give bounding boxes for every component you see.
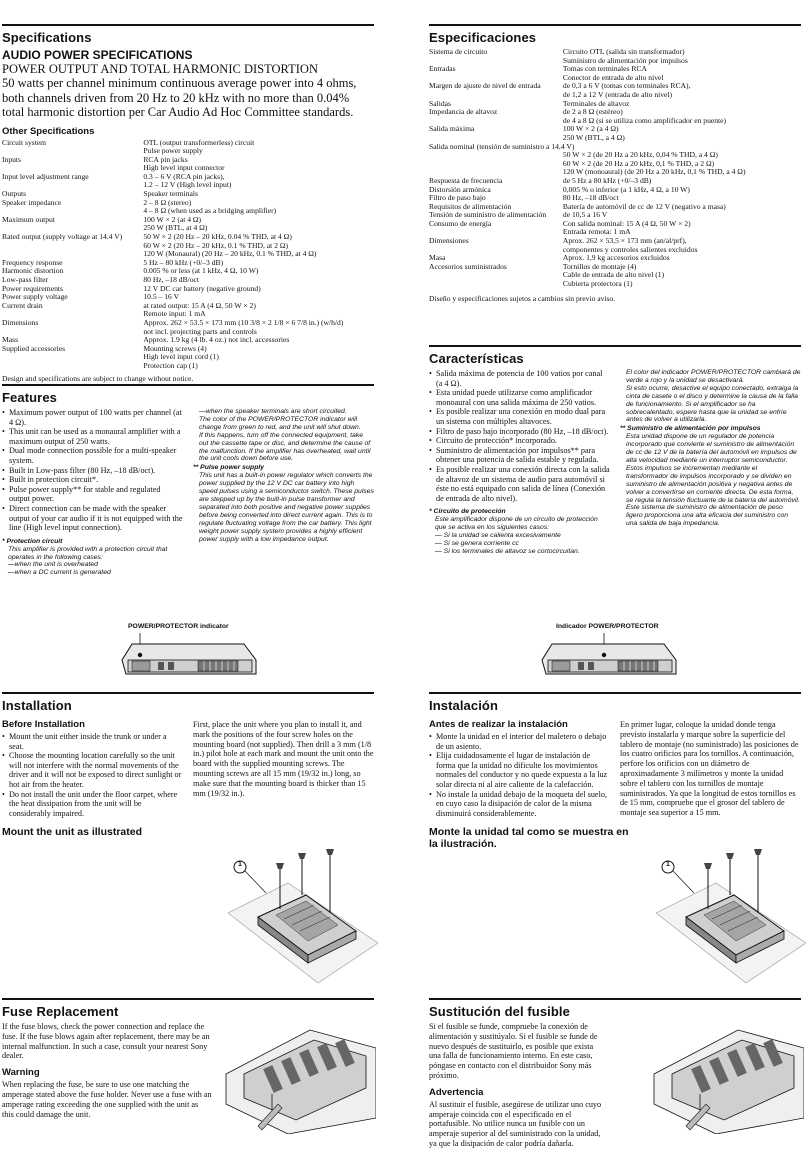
protection-case: — Si los terminales de altavoz se cortocircuitan. [435, 547, 580, 555]
mounting-figure-en [228, 843, 378, 988]
feature-item: • Es posible realizar una conexión en modo dual para un sistema con múltiples altavoces. [429, 407, 610, 426]
protection-case: — Si la unidad se calienta excesivamente [435, 532, 561, 540]
installation-list-es [429, 732, 610, 818]
protection-case: —when the speaker terminals are short circuited. [199, 408, 347, 415]
install-col-b [193, 716, 374, 818]
fuse-text-es [429, 1022, 607, 1149]
section-rule [429, 345, 801, 347]
spec-label: Sistema de circuito [429, 47, 488, 56]
protection-note-es [429, 508, 610, 555]
before-installation-heading: Before Installation [2, 719, 85, 730]
spec-value: Approx. 262 × 53.5 × 173 mm (10 3/8 × 2 1/8 × 6 7/8 in.) (w/h/d) [143, 317, 344, 327]
spec-value: Approx. 1.9 kg (4 lb. 4 oz.) not incl. accessories [143, 335, 290, 345]
specifications-heading: Specifications [2, 30, 92, 45]
section-rule [429, 24, 801, 26]
instalacion-heading: Instalación [429, 698, 499, 713]
spec-label: Speaker impedance [2, 197, 62, 207]
features-col-b-es [620, 369, 801, 556]
spec-value: 120 W (monoaural) (de 20 Hz a 20 kHz, 0,1 % THD, a 4 Ω) [562, 167, 746, 177]
feature-item: • Dual mode connection possible for a multi-speaker system. [2, 446, 183, 465]
pulse-power-note [193, 464, 374, 543]
spec-value: Mounting screws (4) [143, 343, 207, 353]
indicator-label-es: Indicador POWER/PROTECTOR [556, 623, 659, 630]
specifications-section-es [429, 24, 801, 307]
amplifier-front-figure-es [538, 630, 688, 682]
feature-item: • Salida máxima de potencia de 100 vatios por canal (a 4 Ω). [429, 369, 610, 388]
spec-label: Distorsión armónica [429, 184, 491, 194]
spec-value: Entrada remota: 1 mA [562, 227, 631, 237]
spec-table-en [2, 139, 374, 371]
callout-number: 1 [666, 861, 670, 868]
especificaciones-heading: Especificaciones [429, 30, 537, 45]
features-list [2, 408, 183, 533]
feature-item: • Built in protection circuit*. [2, 475, 183, 485]
spec-label: Mass [2, 335, 19, 345]
pulse-power-title: ** Suministro de alimentación por impulsos [620, 425, 761, 433]
spec-label: Circuit system [2, 137, 47, 147]
spec-value: 0,005 % o inferior (a 1 kHz, 4 Ω, a 10 W) [562, 184, 690, 194]
spec-value: 60 W × 2 (20 Hz – 20 kHz, 0.1 % THD, at 2 Ω) [143, 240, 289, 250]
warning-body: When replacing the fuse, be sure to use one matching the amperage stated above the fuse holder. Never use a fuse with an amperage rating exceeding the one supplied with the unit as this could damage the unit. [2, 1080, 212, 1119]
spec-value: Suministro de alimentación por impulsos [562, 55, 688, 65]
spec-label: Maximum output [2, 214, 55, 224]
spec-value: Con salida nominal: 15 A (4 Ω, 50 W × 2) [562, 218, 691, 228]
audio-power-body: 50 watts per channel minimum continuous average power into 4 ohms, both channels driven from 20 Hz to 20 kHz with no more than 0.04% total harmonic distortion per Car Audio Ad Hoc Committee standards. [2, 76, 357, 119]
spec-label: Requisitos de alimentación [429, 201, 512, 211]
feature-item: • This unit can be used as a monaural amplifier with a maximum output of 250 watts. [2, 427, 183, 446]
spec-value: 12 V DC car battery (negative ground) [143, 283, 261, 293]
install-col-a-es [429, 716, 610, 818]
spec-label: Accesorios suministrados [429, 261, 507, 271]
install-col-b-es [620, 716, 801, 818]
spec-value: 50 W × 2 (20 Hz – 20 kHz, 0.04 % THD, at 4 Ω) [143, 232, 292, 242]
specifications-section-en [2, 24, 374, 387]
mounting-figure-es [656, 843, 806, 988]
protection-case: — Si se genera corriente cc [435, 539, 519, 547]
fuse-figure-es [646, 1022, 804, 1134]
spec-value: 5 Hz – 80 kHz (+0/–3 dB) [143, 257, 224, 267]
spec-value: RCA pin jacks [143, 154, 188, 164]
spec-label: Outputs [2, 189, 27, 199]
amplifier-front-figure-en [118, 630, 268, 682]
feature-item: • Built in Low-pass filter (80 Hz, –18 dB/oct). [2, 466, 183, 476]
indicator-label-en: POWER/PROTECTOR indicator [128, 623, 229, 630]
spec-value: de 4 a 8 Ω (si se utiliza como amplificador en puente) [562, 115, 727, 125]
install-item: • Monte la unidad en el interior del maletero o debajo de un asiento. [429, 732, 610, 751]
spec-label: Salida máxima [429, 124, 475, 134]
specs-change-note: Design and specifications are subject to change without notice. [2, 373, 194, 383]
warning-body-es: Al sustituir el fusible, asegúrese de utilizar uno cuyo amperaje coincida con el especificado en el portafusible. No utilice nunca un fusible con un amperaje superior al del suministrado con la unidad, ya que la disipación de calor podría dañarla. [429, 1099, 602, 1148]
pulse-power-body: This unit has a built-in power regulator which converts the power supplied by the 12 V DC car battery into high speed pulses using a semiconductor switch. These pulses are stepped up by the built-in pulse transformer and separated into both positive and negative power supplies before being converted into direct current again. This is to regulate fluctuating voltage from the car battery. This light weight power supply system provides a highly efficient power supply with a low impedance output. [199, 472, 374, 543]
features-section-es [429, 345, 801, 556]
features-heading: Features [2, 390, 57, 405]
section-rule [2, 24, 374, 26]
before-installation-heading-es: Antes de realizar la instalación [429, 719, 568, 730]
spec-label: Filtro de paso bajo [429, 193, 486, 203]
feature-item: • Esta unidad puede utilizarse como amplificador monoaural con una salida máxima de 250 vatios. [429, 388, 610, 407]
feature-item: • Suministro de alimentación por impulsos** para obtener una potencia de salida estable y regulada. [429, 446, 610, 465]
spec-value: Pulse power supply [143, 146, 203, 156]
spec-label [429, 160, 563, 169]
installation-heading: Installation [2, 698, 72, 713]
features-list-es [429, 369, 610, 503]
spec-label: Respuesta de frecuencia [429, 175, 503, 185]
spec-label: Supplied accessories [2, 343, 66, 353]
spec-label: Impedancia de altavoz [429, 107, 498, 117]
spec-value: 0.005 % or less (at 1 kHz, 4 Ω, 10 W) [143, 266, 259, 276]
spec-label: Current drain [2, 300, 43, 310]
spec-value: 80 Hz, –18 dB/oct [143, 275, 200, 284]
install-item: • Do not install the unit under the floor carpet, where the heat dissipation from the unit will be considerably impaired. [2, 790, 183, 819]
spec-label: Frequency response [2, 257, 63, 267]
features-section-en [2, 384, 374, 577]
spec-label [429, 280, 563, 289]
spec-value: Cable de entrada de alto nivel (1) [562, 270, 665, 280]
feature-item: • Direct connection can be made with the speaker output of your car audio if it is not equipped with the line (High level input connection). [2, 504, 183, 533]
features-col-a-es [429, 369, 610, 556]
installation-section-es [429, 692, 801, 850]
mount-caption: Mount the unit as illustrated [2, 826, 143, 839]
mount-caption-es: Monte la unidad tal como se muestra en la ilustración. [429, 826, 629, 851]
section-rule [2, 692, 374, 694]
spec-value: 4 – 8 Ω (when used as a bridging amplifier) [143, 206, 277, 216]
install-item: • Elija cuidadosamente el lugar de instalación de forma que la unidad no dificulte los movimientos normales del conductor y no quede expuesta a la luz solar directa ni al aire caliente de la calefacción. [429, 751, 610, 789]
protection-case: —when the unit is overheated [8, 561, 98, 569]
spec-value: de 1,2 a 12 V (entrada de alto nivel) [562, 89, 673, 99]
spec-value: not incl. projecting parts and controls [143, 326, 257, 336]
protection-case: —when a DC current is generated [8, 569, 111, 577]
feature-item: • Maximum power output of 100 watts per channel (at 4 Ω). [2, 408, 183, 427]
spec-value: de 10,5 a 16 V [562, 210, 608, 220]
callout-number: 1 [238, 861, 242, 868]
spec-value: Cubierta protectora (1) [562, 279, 633, 289]
spec-label: Dimensions [2, 317, 39, 327]
spec-value: at rated output: 15 A (4 Ω, 50 W × 2) [143, 300, 256, 310]
spec-value: 120 W (Monaural) (20 Hz – 20 kHz, 0.1 % THD, at 4 Ω) [143, 249, 317, 259]
spec-value: High level input connector [143, 163, 225, 173]
spec-label [429, 246, 563, 255]
pulse-power-title: ** Pulse power supply [193, 464, 265, 472]
install-item: • No instale la unidad debajo de la moqueta del suelo, en cuyo caso la disipación de calor de la misma disminuirá considerablemente. [429, 790, 610, 819]
spec-label: Entradas [429, 64, 456, 74]
installation-paragraph-es: En primer lugar, coloque la unidad donde tenga previsto instalarla y marque sobre la superficie del tablero de montaje (no suministrado) las posiciones de los cuatro orificios para los tornillos. A continuación, perfore los orificios con un diámetro de aproximadamente 3 milímetros y monte la unidad sobre el tablero con los tornillos de montaje suministrados. Ya que la longitud de estos tornillos es de 15 mm, compruebe que el grosor del tablero de montaje sea superior a 15 mm. [620, 720, 799, 818]
spec-label [2, 328, 143, 337]
spec-value: 10.5 – 16 V [143, 292, 180, 302]
section-rule [429, 692, 801, 694]
fuse-heading: Fuse Replacement [2, 1004, 119, 1019]
spec-value: Circuito OTL (salida sin transformador) [562, 47, 685, 56]
spec-label: Rated output (supply voltage at 14.4 V) [2, 232, 123, 242]
protection-note-continued-es [620, 369, 801, 424]
section-rule [429, 998, 801, 1000]
fuse-body-es: Si el fusible se funde, compruebe la conexión de alimentación y sustitúyalo. Si el fusible se funde de nuevo después de sustituirlo, es posible que exista una falla de funcionamiento interno. En este caso, póngase en contacto con el distribuidor Sony más próximo. [429, 1022, 598, 1080]
spec-label: Masa [429, 253, 446, 263]
spec-value: High level input cord (1) [143, 352, 219, 362]
spec-value: Speaker terminals [143, 189, 198, 199]
pulse-power-body: Esta unidad dispone de un regulador de potencia incorporado que convierte el suministro de alimentación de cc de 12 V de la batería del automóvil en impulsos de alta velocidad mediante un interruptor semiconductor. Estos impulsos se incrementan mediante el transformador de impulsos incorporado y se dividen en suministro de alimentación positiva y negativa antes de volver a convertirse en corriente directa. De esta forma, se regula la tensión fluctuante de la batería del automóvil. Este sistema de suministro de alimentación de peso ligero proporciona una alta eficacia del suministro con una salida de baja impedancia. [626, 433, 800, 528]
spec-value: 250 W (BTL, a 4 Ω) [562, 132, 625, 142]
spec-value: 60 W × 2 (de 20 Hz a 20 kHz, 0,1 % THD, a 2 Ω) [562, 158, 715, 168]
feature-item: • Pulse power supply** for stable and regulated output power. [2, 485, 183, 504]
spec-value: Aprox. 262 × 53,5 × 173 mm (an/al/prf), [562, 236, 687, 246]
spec-label: Inputs [2, 154, 21, 164]
installation-list [2, 732, 183, 818]
spec-value: Batería de automóvil de cc de 12 V (negativo a masa) [562, 201, 726, 211]
installation-section-en [2, 692, 374, 838]
spec-label: Harmonic distortion [2, 266, 64, 276]
protection-text: If this happens, turn off the connected equipment, take out the cassette tape or disc, and determine the cause of the malfunction. If the amplifier has overheated, wait until the unit cools down before use. [199, 431, 371, 463]
spec-label: Low-pass filter [2, 275, 49, 284]
caracteristicas-heading: Características [429, 351, 524, 366]
spec-label [2, 242, 143, 251]
spec-row [2, 362, 374, 371]
section-rule [2, 384, 374, 386]
fuse-text-en [2, 1022, 212, 1119]
spec-label [429, 271, 563, 280]
spec-value: 2 – 8 Ω (stereo) [143, 197, 192, 207]
spec-label [2, 147, 143, 156]
spec-value: 100 W × 2 (at 4 Ω) [143, 214, 202, 224]
spec-value: Tomas con terminales RCA [562, 64, 647, 74]
spec-label: Salida nominal (tensión de suministro a 14,4 V) [429, 141, 575, 151]
protection-text: The color of the POWER/PROTECTOR indicator will change from green to red, and the unit will shut down. [199, 415, 361, 431]
install-col-a [2, 716, 183, 818]
spec-value: Tornillos de montaje (4) [562, 261, 637, 271]
fusible-heading: Sustitución del fusible [429, 1004, 570, 1019]
spec-label: Tensión de suministro de alimentación [429, 210, 547, 220]
installation-paragraph: First, place the unit where you plan to install it, and mark the positions of the four screw holes on the mounting board (not supplied). Then drill a 3 mm (1/8 in.) pilot hole at each mark and mount the unit onto the board with the supplied mounting screws. The mounting screws are all 15 mm (19/32 in.) long, so make sure that the mounting board is thicker than 15 mm (19/32 in.). [193, 720, 374, 798]
protection-note-body: This amplifier is provided with a protection circuit that operates in the following cases: [8, 545, 168, 561]
other-specs-heading: Other Specifications [2, 125, 95, 137]
protection-text: Si esto ocurre, desactive el equipo conectado, extraiga la cinta de casete o el disco y determine la causa de la falla de funcionamiento. Si el amplificador se ha sobrecalentado, espere hasta que la unidad se enfríe antes de volver a utilizarla. [626, 384, 799, 424]
audio-power-subtitle: POWER OUTPUT AND TOTAL HARMONIC DISTORTION [2, 62, 318, 76]
spec-value: Conector de entrada de alto nivel [562, 72, 664, 82]
spec-label: Margen de ajuste de nivel de entrada [429, 81, 541, 91]
fuse-figure-en [218, 1022, 376, 1134]
spec-value: de 2 a 8 Ω (estéreo) [562, 107, 623, 117]
pulse-power-note-es [620, 425, 801, 528]
protection-text: El color del indicador POWER/PROTECTOR cambiará de verde a rojo y la unidad se desactivará. [626, 369, 801, 384]
spec-value: Protection cap (1) [143, 360, 198, 370]
protection-note-body: Este amplificador dispone de un circuito de protección que se activa en los siguientes casos: [435, 516, 598, 532]
protection-note-title: * Protection circuit [2, 537, 63, 545]
spec-row [429, 280, 801, 289]
spec-value: 250 W (BTL, at 4 Ω) [143, 223, 208, 233]
spec-value: Remote input: 1 mA [143, 309, 206, 319]
spec-row [2, 147, 374, 156]
protection-note-continued [193, 408, 374, 463]
spec-value: 0.3 – 6 V (RCA pin jacks), [143, 171, 225, 181]
feature-item: • Filtro de paso bajo incorporado (80 Hz, –18 dB/oct). [429, 427, 610, 437]
section-rule [2, 998, 374, 1000]
feature-item: • Es posible realizar una conexión directa con la salida de altavoz de un sistema de audio para automóvil si éste no está equipado con salida de línea (Conexión de entrada de alto nivel). [429, 465, 610, 503]
advertencia-heading: Advertencia [429, 1086, 484, 1098]
install-item: • Choose the mounting location carefully so the unit will not interfere with the normal movements of the driver and it will not be exposed to direct sunlight or hot air from the heater. [2, 751, 183, 789]
spec-value: de 5 Hz a 80 kHz (+0/–3 dB) [562, 175, 652, 185]
spec-label: Power supply voltage [2, 292, 68, 302]
spec-label [2, 353, 143, 362]
spec-label: Dimensiones [429, 236, 469, 246]
spec-value: 1.2 – 12 V (High level input) [143, 180, 232, 190]
features-col-b [193, 408, 374, 577]
spec-value: 80 Hz, –18 dB/oct [562, 193, 619, 203]
spec-label [429, 151, 563, 160]
spec-label: Power requirements [2, 283, 63, 293]
spec-label [2, 362, 143, 371]
specs-change-note-es: Diseño y especificaciones sujetos a cambios sin previo aviso. [429, 293, 616, 303]
spec-value: 50 W × 2 (de 20 Hz a 20 kHz, 0,04 % THD, a 4 Ω) [562, 150, 718, 160]
protection-note-title: * Circuito de protección [429, 508, 506, 516]
feature-item: • Circuito de protección* incorporado. [429, 436, 610, 446]
spec-table-es [429, 48, 801, 289]
features-col-a [2, 408, 183, 577]
spec-value: 100 W × 2 (a 4 Ω) [562, 124, 619, 134]
spec-value: Terminales de altavoz [562, 98, 630, 108]
audio-power-title: AUDIO POWER SPECIFICATIONS [2, 48, 193, 62]
spec-value: Aprox. 1,9 kg accesorios excluidos [562, 253, 670, 263]
protection-note [2, 538, 183, 578]
spec-value: componentes y controles salientes excluidos [562, 244, 698, 254]
spec-label: Consumo de energía [429, 218, 492, 228]
install-item: • Mount the unit either inside the trunk or under a seat. [2, 732, 183, 751]
spec-value: OTL (output transformerless) circuit [143, 137, 255, 147]
spec-label: Salidas [429, 98, 451, 108]
spec-label: Input level adjustment range [2, 171, 89, 181]
warning-heading: Warning [2, 1067, 40, 1079]
fuse-body: If the fuse blows, check the power connection and replace the fuse. If the fuse blows again after replacement, there may be an internal malfunction. In such a case, consult your nearest Sony dealer. [2, 1022, 210, 1061]
spec-value: de 0,3 a 6 V (tomas con terminales RCA), [562, 81, 691, 91]
